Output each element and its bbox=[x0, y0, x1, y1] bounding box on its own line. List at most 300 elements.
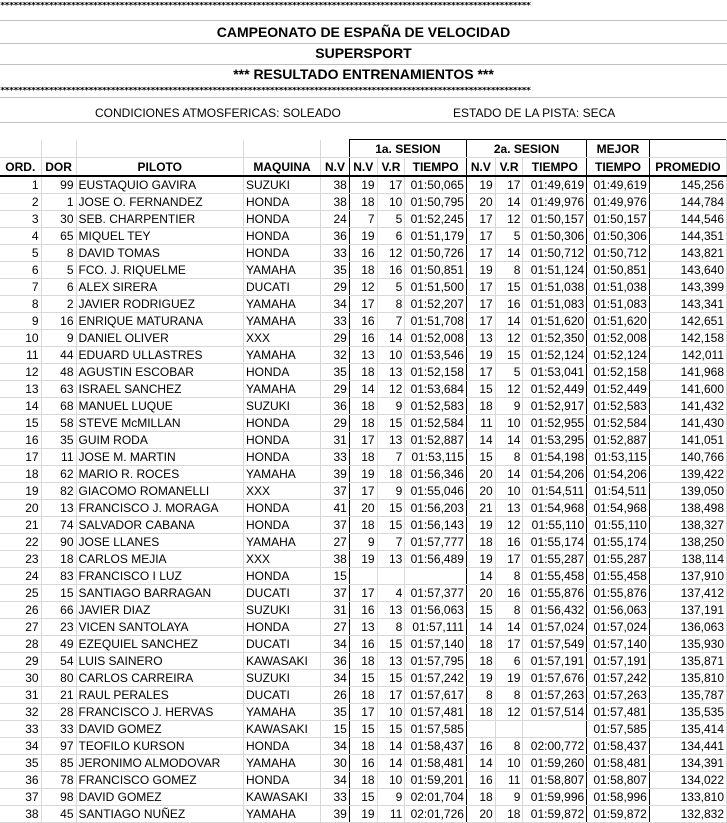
cell-s1-vr: 11 bbox=[377, 806, 405, 823]
cell-s2-vr: 10 bbox=[495, 415, 523, 432]
cell-best-tiempo: 01:57,140 bbox=[587, 636, 650, 653]
cell-piloto: EZEQUIEL SANCHEZ bbox=[76, 636, 243, 653]
table-row bbox=[0, 313, 727, 330]
cell-best-tiempo: 01:59,872 bbox=[587, 806, 650, 823]
cell-promedio: 139,422 bbox=[649, 466, 726, 483]
cell-s1-tiempo bbox=[405, 568, 467, 585]
cell-ord: 14 bbox=[0, 398, 41, 415]
cell-s1-nv: 12 bbox=[349, 279, 377, 296]
cell-s2-vr: 13 bbox=[495, 500, 523, 517]
cell-s2-nv: 14 bbox=[466, 755, 495, 772]
cell-best-tiempo: 01:50,712 bbox=[587, 245, 650, 262]
cell-s1-nv: 17 bbox=[349, 296, 377, 313]
cell-ord: 22 bbox=[0, 534, 41, 551]
cell-maquina: YAMAHA bbox=[244, 534, 321, 551]
cell-promedio: 139,050 bbox=[649, 483, 726, 500]
cell-s1-nv: 17 bbox=[349, 704, 377, 721]
cell-s2-vr: 16 bbox=[495, 534, 523, 551]
cell-promedio: 137,412 bbox=[649, 585, 726, 602]
cell-nv: 27 bbox=[321, 534, 350, 551]
cell-s1-vr: 12 bbox=[377, 245, 405, 262]
cell-maquina: XXX bbox=[244, 330, 321, 347]
table-row bbox=[0, 211, 727, 228]
grid-line bbox=[0, 122, 727, 123]
cell-maquina: HONDA bbox=[244, 228, 321, 245]
cell-s1-vr: 7 bbox=[377, 534, 405, 551]
cell-maquina: YAMAHA bbox=[244, 262, 321, 279]
cell-maquina: HONDA bbox=[244, 432, 321, 449]
cell-maquina: KAWASAKI bbox=[244, 721, 321, 738]
table-row bbox=[0, 262, 727, 279]
table-row bbox=[0, 670, 727, 687]
cell-s1-vr: 10 bbox=[377, 347, 405, 364]
cell-ord: 13 bbox=[0, 381, 41, 398]
cell-s1-nv: 18 bbox=[349, 194, 377, 211]
table-row bbox=[0, 755, 727, 772]
table-row bbox=[0, 194, 727, 211]
cell-piloto: JAVIER RODRIGUEZ bbox=[76, 296, 243, 313]
cell-s2-tiempo: 01:54,198 bbox=[523, 449, 587, 466]
cell-s2-tiempo: 01:51,620 bbox=[523, 313, 587, 330]
cell-dor: 13 bbox=[41, 500, 76, 517]
cell-promedio: 134,022 bbox=[649, 772, 726, 789]
cell-s1-nv: 18 bbox=[349, 517, 377, 534]
cell-dor: 54 bbox=[41, 653, 76, 670]
cell-s1-vr: 14 bbox=[377, 755, 405, 772]
cell-dor: 65 bbox=[41, 228, 76, 245]
cell-s2-tiempo: 01:54,206 bbox=[523, 466, 587, 483]
cell-s2-vr: 12 bbox=[495, 330, 523, 347]
cell-s1-vr: 10 bbox=[377, 194, 405, 211]
cell-nv: 15 bbox=[321, 568, 350, 585]
cell-s2-tiempo: 01:50,306 bbox=[523, 228, 587, 245]
cell-promedio: 135,414 bbox=[649, 721, 726, 738]
cell-piloto: GIACOMO ROMANELLI bbox=[76, 483, 243, 500]
cell-piloto: CARLOS CARREIRA bbox=[76, 670, 243, 687]
cell-s2-tiempo: 01:55,876 bbox=[523, 585, 587, 602]
cell-s1-tiempo: 02:01,704 bbox=[405, 789, 467, 806]
cell-s1-tiempo: 01:52,887 bbox=[405, 432, 467, 449]
cell-maquina: XXX bbox=[244, 551, 321, 568]
cell-s2-vr: 14 bbox=[495, 432, 523, 449]
cell-s2-nv: 17 bbox=[466, 296, 495, 313]
cell-best-tiempo: 01:50,851 bbox=[587, 262, 650, 279]
cell-nv: 32 bbox=[321, 347, 350, 364]
cell-s2-tiempo: 01:57,549 bbox=[523, 636, 587, 653]
table-row bbox=[0, 228, 727, 245]
cell-best-tiempo: 01:57,242 bbox=[587, 670, 650, 687]
cell-dor: 45 bbox=[41, 806, 76, 823]
cell-piloto: SANTIAGO NUÑEZ bbox=[76, 806, 243, 823]
cell-s1-nv: 19 bbox=[349, 466, 377, 483]
cell-s2-nv: 17 bbox=[466, 245, 495, 262]
cell-s1-tiempo: 01:51,708 bbox=[405, 313, 467, 330]
cell-best-tiempo: 01:52,158 bbox=[587, 364, 650, 381]
cell-s1-vr: 15 bbox=[377, 517, 405, 534]
cell-best-tiempo: 01:55,174 bbox=[587, 534, 650, 551]
table-row bbox=[0, 738, 727, 755]
cell-s1-vr: 15 bbox=[377, 721, 405, 738]
col-s1-tiempo: TIEMPO bbox=[405, 158, 467, 177]
cell-maquina: HONDA bbox=[244, 517, 321, 534]
table-row bbox=[0, 432, 727, 449]
cell-ord: 2 bbox=[0, 194, 41, 211]
cell-s2-tiempo: 01:57,514 bbox=[523, 704, 587, 721]
cell-s2-vr: 12 bbox=[495, 704, 523, 721]
table-row bbox=[0, 415, 727, 432]
table-row bbox=[0, 551, 727, 568]
cell-maquina: SUZUKI bbox=[244, 602, 321, 619]
cell-s1-vr: 17 bbox=[377, 176, 405, 194]
cell-s2-tiempo: 01:57,263 bbox=[523, 687, 587, 704]
cell-s1-nv: 15 bbox=[349, 670, 377, 687]
cell-maquina: SUZUKI bbox=[244, 670, 321, 687]
cell-s1-nv: 18 bbox=[349, 398, 377, 415]
cell-s1-nv: 16 bbox=[349, 313, 377, 330]
cell-s1-nv: 19 bbox=[349, 176, 377, 194]
cell-nv: 33 bbox=[321, 245, 350, 262]
cell-nv: 33 bbox=[321, 313, 350, 330]
cell-ord: 21 bbox=[0, 517, 41, 534]
cell-maquina: YAMAHA bbox=[244, 704, 321, 721]
cell-s1-nv: 9 bbox=[349, 534, 377, 551]
cell-s1-nv: 13 bbox=[349, 619, 377, 636]
cell-s2-vr: 14 bbox=[495, 194, 523, 211]
cell-promedio: 132,832 bbox=[649, 806, 726, 823]
cell-promedio: 140,766 bbox=[649, 449, 726, 466]
cell-s1-nv: 18 bbox=[349, 364, 377, 381]
table-row bbox=[0, 806, 727, 823]
cell-s2-vr: 6 bbox=[495, 653, 523, 670]
table-row bbox=[0, 568, 727, 585]
cell-s1-vr: 16 bbox=[377, 262, 405, 279]
cell-maquina: DUCATI bbox=[244, 687, 321, 704]
cell-maquina: HONDA bbox=[244, 449, 321, 466]
cell-s2-nv: 17 bbox=[466, 364, 495, 381]
cell-ord: 23 bbox=[0, 551, 41, 568]
table-row bbox=[0, 687, 727, 704]
cell-s1-tiempo: 01:55,046 bbox=[405, 483, 467, 500]
cell-s1-nv: 18 bbox=[349, 449, 377, 466]
cell-s2-nv: 16 bbox=[466, 772, 495, 789]
cell-s1-tiempo: 01:58,481 bbox=[405, 755, 467, 772]
cell-piloto: MIQUEL TEY bbox=[76, 228, 243, 245]
cell-dor: 18 bbox=[41, 551, 76, 568]
cell-dor: 35 bbox=[41, 432, 76, 449]
cell-s2-vr: 8 bbox=[495, 449, 523, 466]
cell-promedio: 134,391 bbox=[649, 755, 726, 772]
table-row bbox=[0, 772, 727, 789]
cell-best-tiempo: 01:51,620 bbox=[587, 313, 650, 330]
cell-nv: 34 bbox=[321, 670, 350, 687]
table-row bbox=[0, 364, 727, 381]
cell-s1-nv: 17 bbox=[349, 585, 377, 602]
cell-dor: 9 bbox=[41, 330, 76, 347]
cell-ord: 17 bbox=[0, 449, 41, 466]
table-row bbox=[0, 636, 727, 653]
cell-nv: 39 bbox=[321, 806, 350, 823]
cell-best-tiempo: 01:52,124 bbox=[587, 347, 650, 364]
cell-piloto: STEVE McMILLAN bbox=[76, 415, 243, 432]
cell-s2-vr: 8 bbox=[495, 568, 523, 585]
cell-s2-vr: 17 bbox=[495, 176, 523, 194]
cell-maquina: YAMAHA bbox=[244, 466, 321, 483]
cell-s2-tiempo: 01:49,976 bbox=[523, 194, 587, 211]
cell-s2-nv: 20 bbox=[466, 806, 495, 823]
cell-best-tiempo: 01:55,287 bbox=[587, 551, 650, 568]
cell-s2-vr bbox=[495, 721, 523, 738]
cell-s2-nv: 11 bbox=[466, 415, 495, 432]
cell-promedio: 135,871 bbox=[649, 653, 726, 670]
cell-best-tiempo: 01:55,458 bbox=[587, 568, 650, 585]
cell-dor: 58 bbox=[41, 415, 76, 432]
header-row-groups bbox=[0, 140, 727, 158]
cell-piloto: LUIS SAINERO bbox=[76, 653, 243, 670]
cell-ord: 26 bbox=[0, 602, 41, 619]
cell-dor: 78 bbox=[41, 772, 76, 789]
cell-s2-nv: 17 bbox=[466, 228, 495, 245]
cell-dor: 63 bbox=[41, 381, 76, 398]
col-piloto: PILOTO bbox=[76, 158, 243, 177]
cell-s2-vr: 14 bbox=[495, 619, 523, 636]
cell-s1-nv: 16 bbox=[349, 755, 377, 772]
cell-piloto: MARIO R. ROCES bbox=[76, 466, 243, 483]
cell-ord: 38 bbox=[0, 806, 41, 823]
cell-piloto: SEB. CHARPENTIER bbox=[76, 211, 243, 228]
cell-s2-tiempo: 01:50,157 bbox=[523, 211, 587, 228]
cell-promedio: 135,810 bbox=[649, 670, 726, 687]
cell-best-tiempo: 01:58,996 bbox=[587, 789, 650, 806]
cell-maquina: HONDA bbox=[244, 415, 321, 432]
cell-s2-tiempo: 01:59,872 bbox=[523, 806, 587, 823]
cell-maquina: DUCATI bbox=[244, 585, 321, 602]
cell-s2-tiempo: 01:57,191 bbox=[523, 653, 587, 670]
cell-piloto: VICEN SANTOLAYA bbox=[76, 619, 243, 636]
cell-piloto: ENRIQUE MATURANA bbox=[76, 313, 243, 330]
cell-s1-tiempo: 01:59,201 bbox=[405, 772, 467, 789]
cell-s1-vr: 8 bbox=[377, 619, 405, 636]
cell-ord: 37 bbox=[0, 789, 41, 806]
table-row bbox=[0, 245, 727, 262]
cell-ord: 15 bbox=[0, 415, 41, 432]
cell-piloto: SALVADOR CABANA bbox=[76, 517, 243, 534]
star-border-bottom: ************************************************************************************************************************ bbox=[0, 87, 531, 95]
cell-s2-tiempo: 01:59,260 bbox=[523, 755, 587, 772]
cell-ord: 35 bbox=[0, 755, 41, 772]
table-row bbox=[0, 449, 727, 466]
cell-s1-nv: 16 bbox=[349, 636, 377, 653]
cell-best-tiempo: 01:49,619 bbox=[587, 176, 650, 194]
cell-s2-nv: 21 bbox=[466, 500, 495, 517]
category-title: SUPERSPORT bbox=[315, 45, 412, 61]
table-row bbox=[0, 500, 727, 517]
table-row bbox=[0, 534, 727, 551]
cell-ord: 10 bbox=[0, 330, 41, 347]
cell-best-tiempo: 01:52,584 bbox=[587, 415, 650, 432]
cell-s1-nv: 18 bbox=[349, 772, 377, 789]
cell-s2-nv: 19 bbox=[466, 670, 495, 687]
cell-maquina: HONDA bbox=[244, 364, 321, 381]
cell-nv: 41 bbox=[321, 500, 350, 517]
col-nv: N.V bbox=[321, 158, 350, 177]
cell-ord: 28 bbox=[0, 636, 41, 653]
cell-best-tiempo: 01:57,024 bbox=[587, 619, 650, 636]
cell-s2-vr: 8 bbox=[495, 602, 523, 619]
cell-piloto: GUIM RODA bbox=[76, 432, 243, 449]
cell-promedio: 137,910 bbox=[649, 568, 726, 585]
cell-dor: 80 bbox=[41, 670, 76, 687]
col-s2-nv: N.V bbox=[466, 158, 495, 177]
cell-piloto: FCO. J. RIQUELME bbox=[76, 262, 243, 279]
cell-s1-vr: 15 bbox=[377, 500, 405, 517]
cell-maquina: HONDA bbox=[244, 738, 321, 755]
cell-s1-nv: 19 bbox=[349, 228, 377, 245]
cell-s1-vr: 5 bbox=[377, 279, 405, 296]
cell-ord: 30 bbox=[0, 670, 41, 687]
cell-s2-vr: 15 bbox=[495, 347, 523, 364]
cell-best-tiempo: 01:52,449 bbox=[587, 381, 650, 398]
cell-ord: 9 bbox=[0, 313, 41, 330]
cell-s1-tiempo: 01:56,346 bbox=[405, 466, 467, 483]
cell-s1-nv: 16 bbox=[349, 245, 377, 262]
cell-piloto: EDUARD ULLASTRES bbox=[76, 347, 243, 364]
cell-best-tiempo: 01:58,807 bbox=[587, 772, 650, 789]
cell-maquina: DUCATI bbox=[244, 636, 321, 653]
cell-nv: 29 bbox=[321, 381, 350, 398]
cell-nv: 37 bbox=[321, 585, 350, 602]
cell-s1-vr: 15 bbox=[377, 670, 405, 687]
col-s1-nv: N.V bbox=[349, 158, 377, 177]
cell-s2-tiempo: 01:58,807 bbox=[523, 772, 587, 789]
cell-piloto: JOSE LLANES bbox=[76, 534, 243, 551]
cell-s2-nv: 19 bbox=[466, 347, 495, 364]
cell-piloto: DAVID GOMEZ bbox=[76, 789, 243, 806]
cell-maquina: HONDA bbox=[244, 194, 321, 211]
cell-s1-vr: 10 bbox=[377, 772, 405, 789]
cell-piloto: ISRAEL SANCHEZ bbox=[76, 381, 243, 398]
table-row bbox=[0, 347, 727, 364]
cell-s1-tiempo: 01:57,377 bbox=[405, 585, 467, 602]
cell-ord: 18 bbox=[0, 466, 41, 483]
cell-s2-nv: 20 bbox=[466, 466, 495, 483]
cell-s1-nv: 19 bbox=[349, 806, 377, 823]
cell-s2-vr: 15 bbox=[495, 279, 523, 296]
cell-best-tiempo: 01:57,263 bbox=[587, 687, 650, 704]
cell-nv: 35 bbox=[321, 704, 350, 721]
cell-s2-vr: 8 bbox=[495, 687, 523, 704]
cell-best-tiempo: 01:57,481 bbox=[587, 704, 650, 721]
cell-promedio: 134,441 bbox=[649, 738, 726, 755]
cell-s1-vr: 13 bbox=[377, 653, 405, 670]
cell-promedio: 141,968 bbox=[649, 364, 726, 381]
cell-s1-tiempo: 01:57,242 bbox=[405, 670, 467, 687]
cell-s1-nv: 13 bbox=[349, 347, 377, 364]
cell-best-tiempo: 01:50,157 bbox=[587, 211, 650, 228]
table-row bbox=[0, 279, 727, 296]
cell-nv: 38 bbox=[321, 551, 350, 568]
cell-s2-vr: 5 bbox=[495, 364, 523, 381]
cell-s1-vr: 14 bbox=[377, 738, 405, 755]
cell-nv: 29 bbox=[321, 330, 350, 347]
cell-ord: 32 bbox=[0, 704, 41, 721]
cell-nv: 34 bbox=[321, 296, 350, 313]
cell-promedio: 142,158 bbox=[649, 330, 726, 347]
cell-promedio: 141,432 bbox=[649, 398, 726, 415]
cell-nv: 34 bbox=[321, 738, 350, 755]
cell-promedio: 144,784 bbox=[649, 194, 726, 211]
cell-best-tiempo: 01:56,063 bbox=[587, 602, 650, 619]
table-row bbox=[0, 619, 727, 636]
cell-s1-tiempo: 01:51,500 bbox=[405, 279, 467, 296]
cell-nv: 33 bbox=[321, 789, 350, 806]
cell-s2-vr: 10 bbox=[495, 755, 523, 772]
cell-maquina: SUZUKI bbox=[244, 176, 321, 194]
cell-s1-nv: 16 bbox=[349, 602, 377, 619]
cell-best-tiempo: 01:52,887 bbox=[587, 432, 650, 449]
cell-promedio: 135,787 bbox=[649, 687, 726, 704]
session1-header: 1a. SESION bbox=[349, 140, 466, 158]
cell-s1-vr: 13 bbox=[377, 602, 405, 619]
cell-s2-vr: 18 bbox=[495, 806, 523, 823]
cell-ord: 16 bbox=[0, 432, 41, 449]
cell-s2-tiempo: 01:51,038 bbox=[523, 279, 587, 296]
cell-piloto: JERONIMO ALMODOVAR bbox=[76, 755, 243, 772]
cell-nv: 36 bbox=[321, 398, 350, 415]
cell-nv: 15 bbox=[321, 721, 350, 738]
cell-promedio: 143,640 bbox=[649, 262, 726, 279]
cell-s2-nv: 18 bbox=[466, 653, 495, 670]
table-row bbox=[0, 789, 727, 806]
cell-s2-nv: 20 bbox=[466, 483, 495, 500]
cell-s1-tiempo: 01:57,777 bbox=[405, 534, 467, 551]
col-maquina: MAQUINA bbox=[244, 158, 321, 177]
cell-dor: 74 bbox=[41, 517, 76, 534]
cell-nv: 37 bbox=[321, 517, 350, 534]
cell-s1-tiempo: 01:57,111 bbox=[405, 619, 467, 636]
cell-s1-tiempo: 02:01,726 bbox=[405, 806, 467, 823]
cell-promedio: 133,810 bbox=[649, 789, 726, 806]
cell-s2-nv: 19 bbox=[466, 551, 495, 568]
cell-s2-nv: 14 bbox=[466, 568, 495, 585]
cell-ord: 19 bbox=[0, 483, 41, 500]
cell-nv: 39 bbox=[321, 466, 350, 483]
cell-s1-nv: 15 bbox=[349, 721, 377, 738]
results-subtitle: *** RESULTADO ENTRENAMIENTOS *** bbox=[233, 66, 494, 82]
cell-s2-vr: 11 bbox=[495, 772, 523, 789]
cell-s1-vr: 13 bbox=[377, 364, 405, 381]
cell-s1-tiempo: 01:50,065 bbox=[405, 176, 467, 194]
cell-s1-tiempo: 01:52,008 bbox=[405, 330, 467, 347]
cell-dor: 99 bbox=[41, 176, 76, 194]
cell-s2-nv: 14 bbox=[466, 432, 495, 449]
cell-nv: 35 bbox=[321, 262, 350, 279]
cell-ord: 3 bbox=[0, 211, 41, 228]
cell-s1-tiempo: 01:53,684 bbox=[405, 381, 467, 398]
cell-nv: 30 bbox=[321, 755, 350, 772]
cell-s2-tiempo: 02:00,772 bbox=[523, 738, 587, 755]
cell-dor: 44 bbox=[41, 347, 76, 364]
cell-s2-tiempo: 01:51,083 bbox=[523, 296, 587, 313]
cell-s2-tiempo: 01:54,968 bbox=[523, 500, 587, 517]
cell-ord: 36 bbox=[0, 772, 41, 789]
cell-nv: 31 bbox=[321, 602, 350, 619]
cell-promedio: 142,011 bbox=[649, 347, 726, 364]
cell-ord: 24 bbox=[0, 568, 41, 585]
grid-line bbox=[0, 97, 727, 98]
cell-dor: 98 bbox=[41, 789, 76, 806]
cell-best-tiempo: 01:57,585 bbox=[587, 721, 650, 738]
cell-s1-tiempo: 01:50,851 bbox=[405, 262, 467, 279]
